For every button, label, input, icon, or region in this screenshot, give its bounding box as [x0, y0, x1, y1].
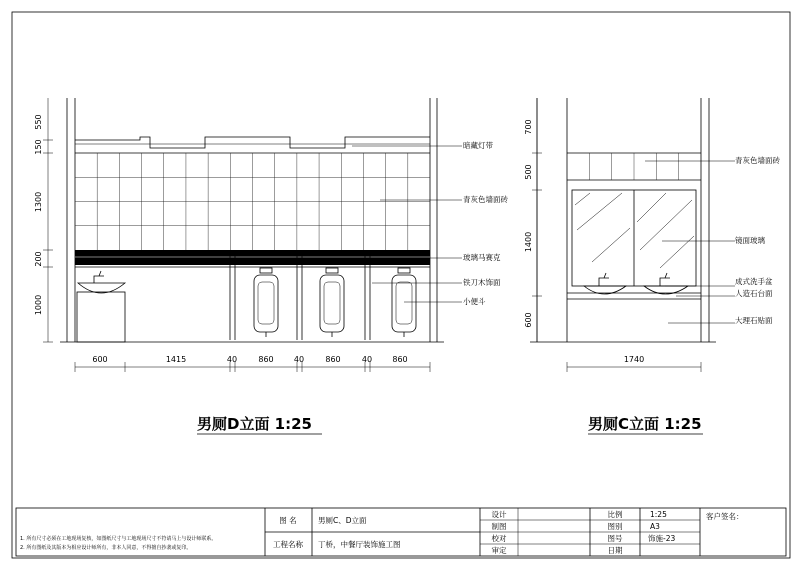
- draw-label: 制图: [491, 522, 507, 531]
- design-label: 设计: [491, 510, 507, 519]
- elevation-d: [34, 98, 508, 434]
- dim-width-5: 40: [293, 355, 305, 364]
- check-label: 校对: [491, 534, 507, 543]
- label-wood-veneer: 铁刀木饰面: [463, 278, 501, 287]
- dim-c-width: 1740: [623, 355, 645, 364]
- dim-c-height-1: 700: [524, 119, 533, 135]
- dim-width-3: 40: [226, 355, 238, 364]
- counter-basin-1: [584, 273, 626, 294]
- dim-width-8: 860: [392, 355, 408, 364]
- label-c-counter: 人造石台面: [735, 289, 773, 298]
- note-2: 2. 所有图纸及其版本为相应设计师所有，非本人同意，不得擅自抄袭或复印。: [20, 545, 192, 551]
- dim-width-7: 40: [361, 355, 373, 364]
- date-label: 日期: [607, 546, 623, 555]
- mosaic-band: [75, 250, 430, 265]
- category-value: A3: [650, 522, 660, 531]
- elevation-c-title: 男厕C立面 1:25: [588, 415, 702, 433]
- wash-basin-d: [77, 271, 125, 342]
- dim-width-2: 1415: [165, 355, 187, 364]
- note-1: 1. 所有尺寸必须在工地现场复核，如图纸尺寸与工地现场尺寸不符请马上与设计师联系。: [20, 536, 217, 542]
- dim-height-1: 550: [34, 114, 43, 130]
- dim-c-height-2: 500: [524, 164, 533, 180]
- dim-height-3: 1300: [34, 191, 43, 213]
- project-label: 工程名称: [273, 540, 303, 549]
- label-hidden-light: 暗藏灯带: [463, 141, 493, 150]
- tile-grid: [75, 153, 430, 250]
- drawing-name-label: 图 名: [279, 516, 297, 525]
- label-c-basin: 成式洗手盆: [735, 277, 773, 286]
- urinal-1: [254, 268, 278, 337]
- client-sign-label: 客户签名：: [706, 512, 744, 521]
- ceiling-profile: [75, 137, 430, 148]
- number-value: 饰施-23: [648, 534, 676, 543]
- category-label: 图别: [607, 522, 623, 531]
- dim-c-height-4: 600: [524, 312, 533, 328]
- urinal-3: [392, 268, 416, 337]
- number-label: 图号: [607, 534, 623, 543]
- label-wall-tile: 青灰色墙面砖: [463, 195, 508, 204]
- label-glass-mosaic: 玻璃马赛克: [463, 253, 501, 262]
- label-c-mirror: 镜面玻璃: [735, 236, 765, 245]
- dim-width-1: 600: [92, 355, 108, 364]
- scale-label: 比例: [607, 510, 623, 519]
- review-label: 审定: [491, 546, 507, 555]
- counter-basin-2: [644, 273, 688, 294]
- dim-height-4: 200: [34, 251, 43, 267]
- label-c-wall-tile: 青灰色墙面砖: [735, 156, 780, 165]
- dim-width-6: 860: [325, 355, 341, 364]
- title-block: [16, 508, 786, 556]
- label-urinal: 小便斗: [463, 297, 486, 306]
- scale-value: 1:25: [650, 510, 667, 519]
- tile-grid-c: [589, 153, 678, 180]
- label-c-marble: 大理石贴面: [735, 316, 773, 325]
- elevation-c: [524, 98, 780, 434]
- project-name: 丁桥，中餐厅装饰施工图: [318, 540, 401, 549]
- dim-height-2: 150: [34, 139, 43, 155]
- dim-width-4: 860: [258, 355, 274, 364]
- elevation-d-title: 男厕D立面 1:25: [197, 415, 312, 433]
- sheet-border: [12, 12, 790, 558]
- mirror-glass: [572, 190, 696, 286]
- drawing-name: 男厕C、D立面: [318, 516, 367, 525]
- dim-height-5: 1000: [34, 294, 43, 316]
- dim-c-height-3: 1400: [524, 231, 533, 253]
- urinal-2: [320, 268, 344, 337]
